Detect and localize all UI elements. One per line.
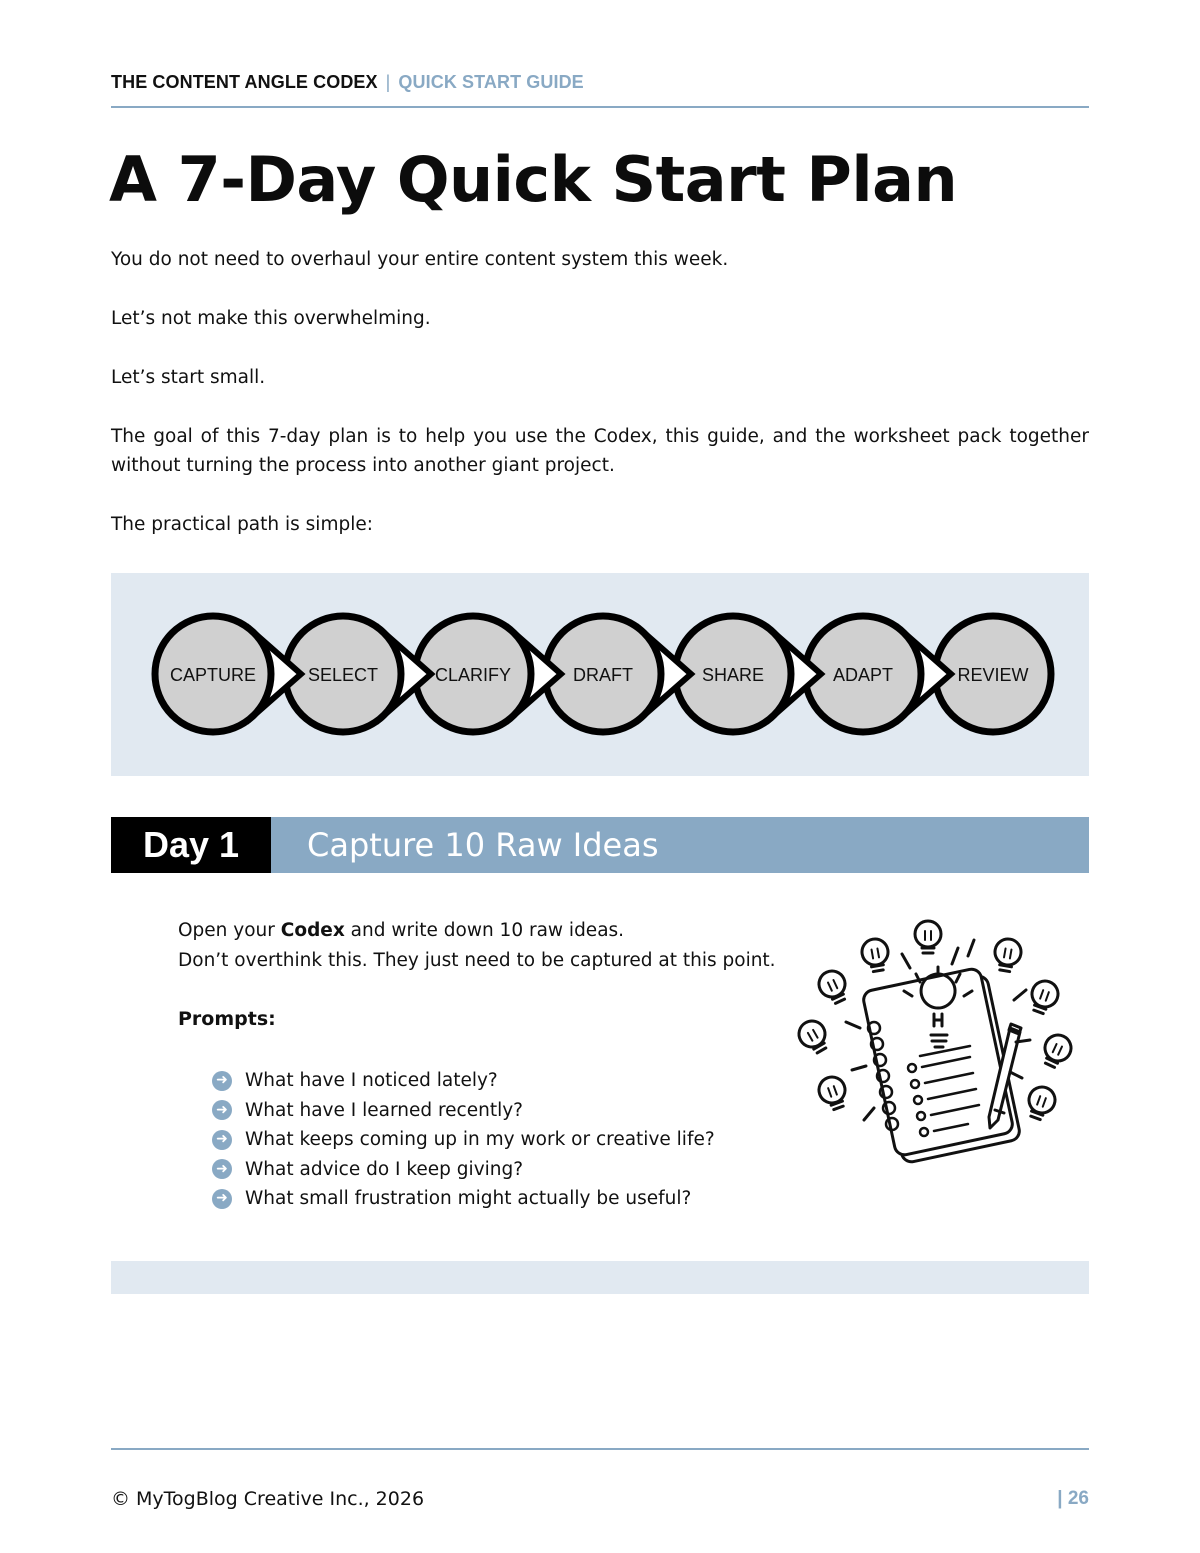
prompt-text: What have I learned recently? bbox=[245, 1099, 523, 1121]
header-subtitle: QUICK START GUIDE bbox=[398, 72, 584, 92]
list-item bbox=[212, 1184, 715, 1214]
prompt-text: What have I noticed lately? bbox=[245, 1070, 498, 1091]
arrow-bullet-icon: ➜ bbox=[212, 1189, 232, 1209]
intro-prefix: Open your bbox=[178, 920, 281, 941]
prompt-text: What small frustration might actually be useful? bbox=[245, 1188, 692, 1209]
flow-step-capture bbox=[155, 616, 301, 732]
paragraph-4: The goal of this 7-day plan is to help you use the Codex, this guide, and the worksheet pack together without turning the process into another giant project. bbox=[111, 426, 1089, 476]
footer-copyright: © MyTogBlog Creative Inc., 2026 bbox=[111, 1488, 425, 1510]
paragraph-3: Let’s start small. bbox=[111, 367, 266, 388]
arrow-bullet-icon: ➜ bbox=[212, 1100, 232, 1120]
process-flow-diagram bbox=[111, 573, 1089, 776]
prompts-heading: Prompts: bbox=[178, 1008, 276, 1030]
intro-bold: Codex bbox=[280, 920, 345, 941]
intro-line-2: Don’t overthink this. They just need to be captured at this point. bbox=[178, 949, 776, 971]
arrow-bullet-icon: ➜ bbox=[212, 1159, 232, 1179]
day-banner bbox=[111, 817, 1089, 873]
flow-step-label: ADAPT bbox=[832, 665, 894, 685]
prompt-text: What advice do I keep giving? bbox=[245, 1158, 524, 1180]
flow-step-draft bbox=[545, 616, 691, 732]
flow-step-label: SELECT bbox=[307, 665, 379, 685]
header-title: THE CONTENT ANGLE CODEX bbox=[111, 72, 378, 92]
paragraph-1: You do not need to overhaul your entire content system this week. bbox=[111, 249, 729, 270]
flow-step-label: SHARE bbox=[701, 665, 765, 685]
footer-rule bbox=[111, 1448, 1089, 1450]
page-number: | 26 bbox=[1057, 1488, 1089, 1509]
section-divider-band bbox=[111, 1261, 1089, 1294]
prompt-text: What keeps coming up in my work or creative life? bbox=[245, 1129, 715, 1150]
flow-step-clarify bbox=[415, 616, 561, 732]
flow-step-label: REVIEW bbox=[957, 665, 1029, 685]
notebook-lightbulbs-illustration bbox=[790, 910, 1090, 1170]
intro-line-1 bbox=[178, 916, 798, 946]
paragraph-5: The practical path is simple: bbox=[111, 514, 373, 535]
intro-suffix: and write down 10 raw ideas. bbox=[344, 920, 625, 941]
prompt-list bbox=[212, 1066, 715, 1214]
flow-step-share bbox=[675, 616, 821, 732]
day-intro bbox=[178, 916, 798, 975]
page-title: A 7-Day Quick Start Plan bbox=[109, 143, 958, 216]
day-label: Day 1 bbox=[111, 817, 271, 873]
process-flow-band bbox=[111, 573, 1089, 776]
arrow-bullet-icon: ➜ bbox=[212, 1130, 232, 1150]
list-item bbox=[212, 1096, 715, 1126]
header-separator: | bbox=[385, 72, 391, 92]
list-item bbox=[212, 1125, 715, 1155]
flow-step-label: DRAFT bbox=[573, 665, 633, 685]
flow-step-adapt bbox=[805, 616, 951, 732]
arrow-bullet-icon: ➜ bbox=[212, 1071, 232, 1091]
running-header bbox=[111, 72, 1089, 93]
list-item bbox=[212, 1155, 715, 1185]
flow-step-select bbox=[285, 616, 431, 732]
header-rule bbox=[111, 106, 1089, 108]
list-item bbox=[212, 1066, 715, 1096]
flow-step-label: CLARIFY bbox=[434, 665, 512, 685]
day-title: Capture 10 Raw Ideas bbox=[307, 826, 659, 864]
paragraph-2: Let’s not make this overwhelming. bbox=[111, 308, 431, 329]
flow-step-label: CAPTURE bbox=[169, 665, 257, 685]
